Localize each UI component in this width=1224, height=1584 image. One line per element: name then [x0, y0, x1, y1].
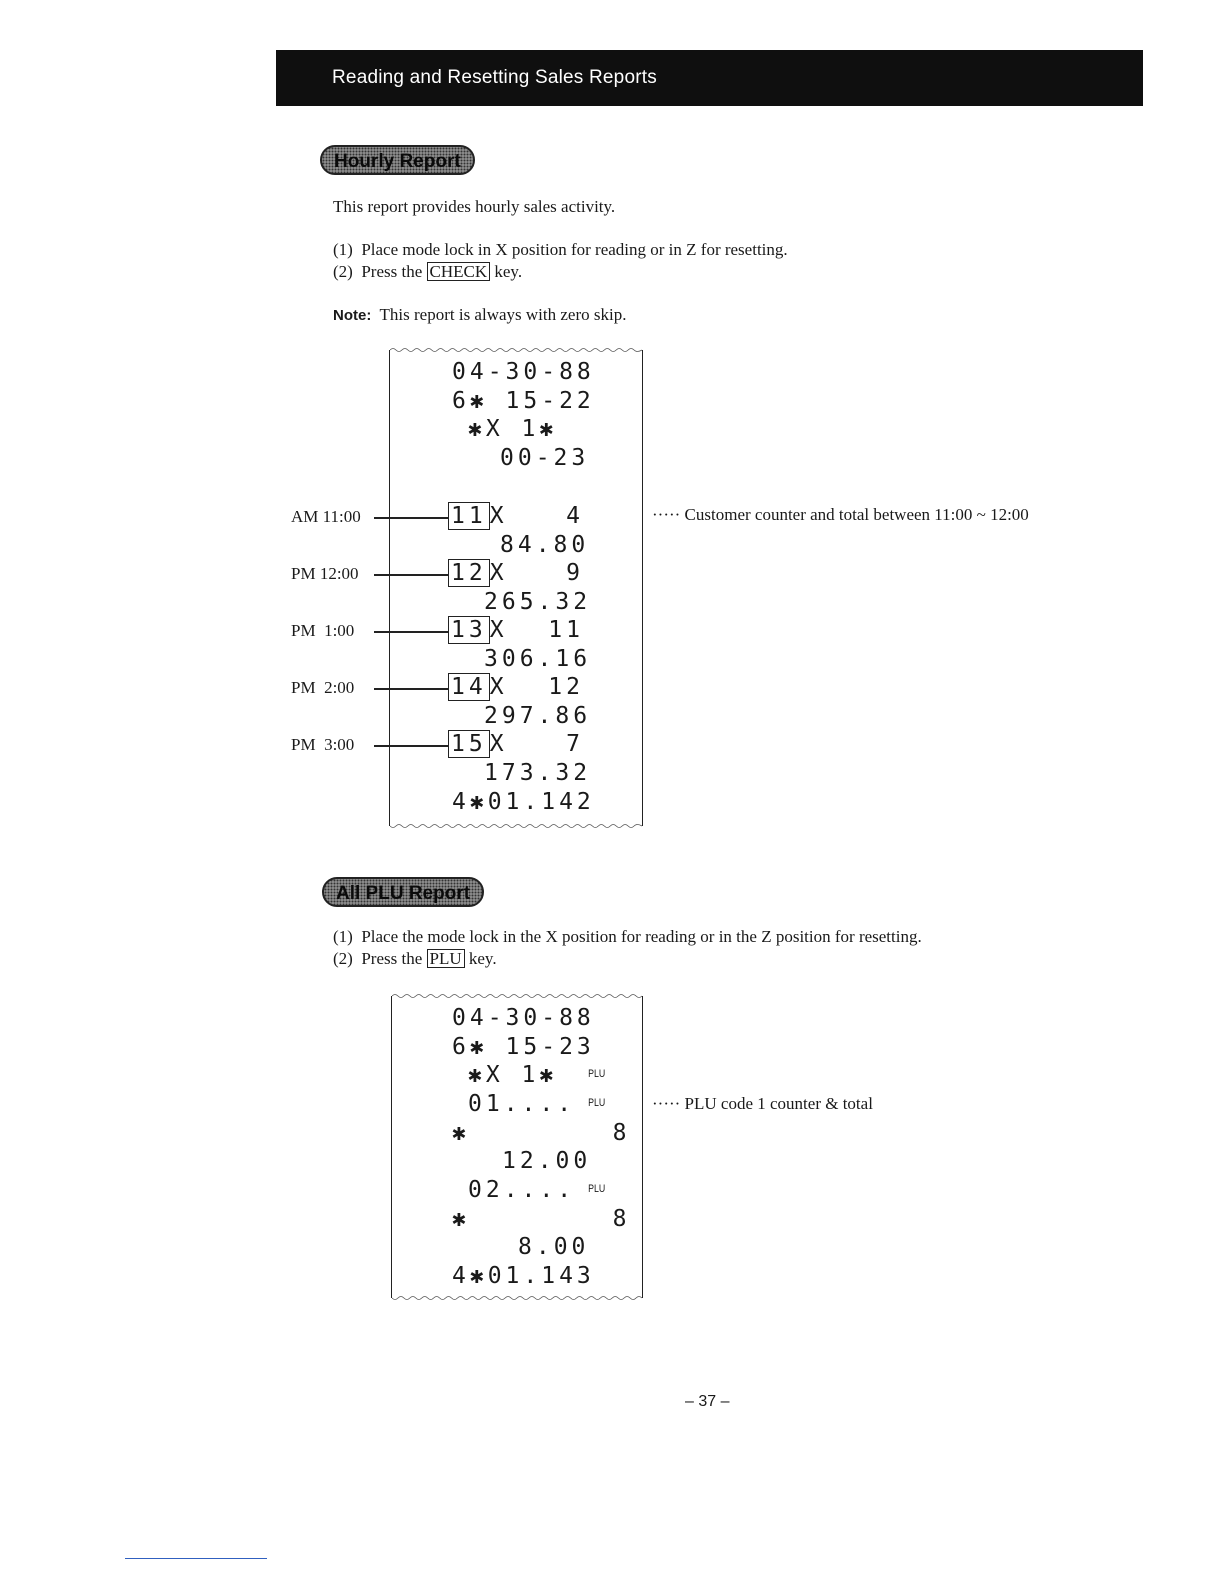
hour-total-13: 306.16 — [484, 646, 592, 672]
plu-step-2: (2) Press the PLU key. — [333, 949, 497, 968]
hour-row-11: 11 X — [448, 502, 508, 530]
receipt-torn-edge-top — [392, 993, 642, 999]
receipt-torn-edge-bottom — [390, 823, 642, 829]
hourly-report-heading: Hourly Report — [320, 145, 475, 175]
plu-tag: PLU — [588, 1183, 606, 1195]
receipt-mode: ✱X 1✱ — [468, 416, 558, 442]
plu-code-1-total: 12.00 — [502, 1148, 592, 1174]
footer-rule — [125, 1558, 267, 1559]
receipt-date: 04-30-88 — [452, 359, 595, 385]
plu-tag: PLU — [588, 1097, 606, 1109]
leader-line — [374, 745, 448, 747]
plu-receipt-clerk-time: 6✱ 15-23 — [452, 1034, 595, 1060]
hour-label-pm-2: PM 2:00 — [291, 678, 355, 697]
leader-line — [374, 631, 448, 633]
hour-count-15: 7 — [566, 731, 584, 757]
hour-row-12: 12 X — [448, 559, 508, 587]
hourly-step-1: (1) Place mode lock in X position for reading or in Z for resetting. — [333, 240, 788, 259]
hourly-note: Note: This report is always with zero skip. — [333, 305, 627, 324]
leader-line — [374, 517, 448, 519]
hour-label-am-11: AM 11:00 — [291, 507, 361, 526]
hour-label-pm-12: PM 12:00 — [291, 564, 359, 583]
hour-total-14: 297.86 — [484, 703, 592, 729]
plu-code-2-total: 8.00 — [518, 1234, 590, 1260]
receipt-reset-count: 00-23 — [500, 445, 590, 471]
hour-label-pm-1: PM 1:00 — [291, 621, 355, 640]
hour-label-pm-3: PM 3:00 — [291, 735, 355, 754]
section-title: Reading and Resetting Sales Reports — [332, 67, 657, 88]
plu-step-1: (1) Place the mode lock in the X position for reading or in the Z position for resetting. — [333, 927, 922, 946]
plu-key: PLU — [427, 949, 465, 968]
hour-total-11: 84.80 — [500, 532, 590, 558]
hour-count-13: 11 — [548, 617, 584, 643]
leader-line — [374, 688, 448, 690]
hour-total-12: 265.32 — [484, 589, 592, 615]
plu-tag: PLU — [588, 1068, 606, 1080]
hourly-step-2: (2) Press the CHECK key. — [333, 262, 523, 281]
hourly-annotation: ····· Customer counter and total between 11:00 ~ 12:00 — [652, 505, 1029, 524]
check-key: CHECK — [427, 262, 491, 281]
hourly-receipt — [389, 350, 643, 826]
hour-count-14: 12 — [548, 674, 584, 700]
hour-row-15: 15 X — [448, 730, 508, 758]
hour-count-12: 9 — [566, 560, 584, 586]
plu-annotation: ····· PLU code 1 counter & total — [652, 1094, 873, 1113]
receipt-torn-edge-top — [390, 347, 642, 353]
hour-total-15: 173.32 — [484, 760, 592, 786]
plu-code-1: 01.... — [468, 1091, 576, 1117]
plu-receipt — [391, 996, 643, 1298]
receipt-torn-edge-bottom — [392, 1295, 642, 1301]
plu-code-2: 02.... — [468, 1177, 576, 1203]
page-number: – 37 – — [685, 1393, 730, 1410]
hour-row-14: 14 X — [448, 673, 508, 701]
hourly-intro: This report provides hourly sales activity. — [333, 197, 616, 216]
section-header-bar — [276, 50, 1143, 106]
hour-count-11: 4 — [566, 503, 584, 529]
plu-receipt-date: 04-30-88 — [452, 1005, 595, 1031]
plu-report-heading: All PLU Report — [322, 877, 484, 907]
receipt-clerk-time: 6✱ 15-22 — [452, 388, 595, 414]
hour-row-13: 13 X — [448, 616, 508, 644]
receipt-consecutive-number: 4✱01.142 — [452, 789, 595, 815]
plu-code-2-counter: ✱ 8 — [452, 1206, 631, 1232]
plu-receipt-consecutive-number: 4✱01.143 — [452, 1263, 595, 1289]
note-label: Note: — [333, 307, 372, 324]
plu-receipt-mode: ✱X 1✱ — [468, 1062, 558, 1088]
plu-code-1-counter: ✱ 8 — [452, 1120, 631, 1146]
leader-line — [374, 574, 448, 576]
